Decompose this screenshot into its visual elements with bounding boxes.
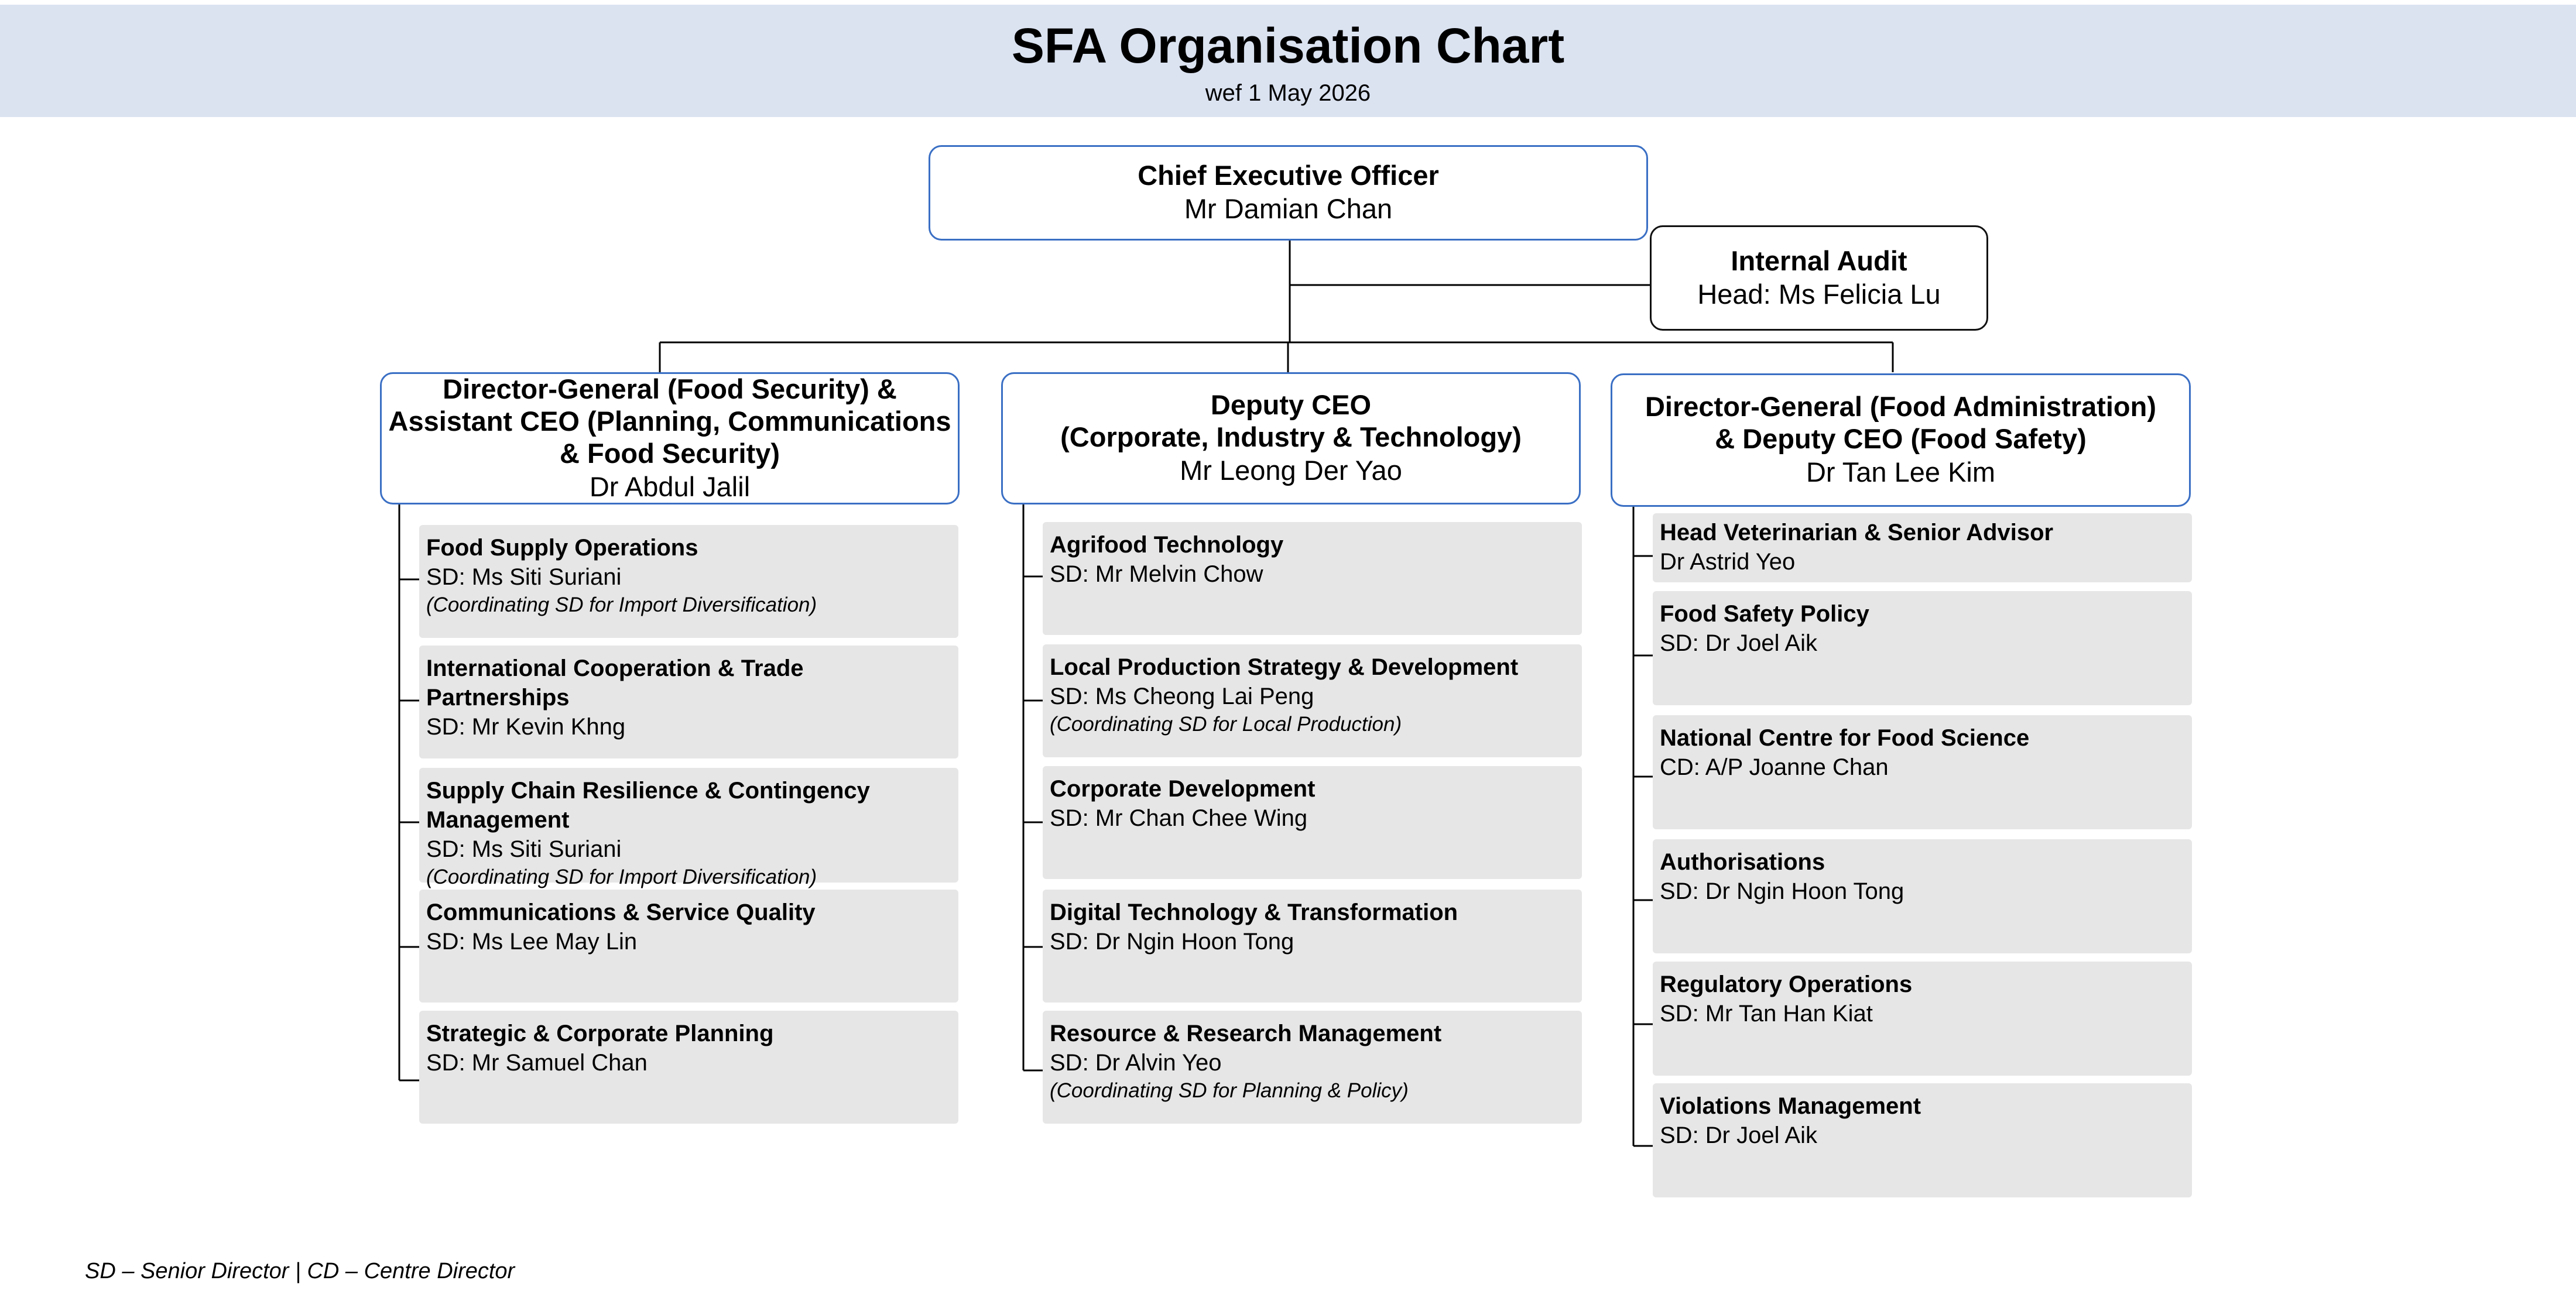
branch-head-name: Dr Tan Lee Kim: [1806, 456, 1996, 488]
unit-box: [1043, 890, 1582, 1003]
unit-head: SD: Dr Ngin Hoon Tong: [1660, 878, 1904, 904]
ceo-box: [929, 145, 1648, 241]
unit-name: Agrifood Technology: [1050, 532, 1284, 558]
branch-head-name: Dr Abdul Jalil: [589, 471, 751, 502]
unit-head: SD: Mr Chan Chee Wing: [1050, 805, 1308, 831]
unit-head: SD: Mr Samuel Chan: [426, 1050, 648, 1076]
unit-head: SD: Ms Cheong Lai Peng: [1050, 684, 1314, 709]
unit-box: [419, 525, 958, 638]
unit-head: SD: Dr Joel Aik: [1660, 630, 1817, 656]
unit-note: (Coordinating SD for Import Diversification): [426, 866, 817, 888]
ceo-role: Chief Executive Officer: [1138, 160, 1439, 191]
unit-head: SD: Dr Joel Aik: [1660, 1123, 1817, 1148]
ceo-name: Mr Damian Chan: [1184, 193, 1393, 224]
page-subtitle: wef 1 May 2026: [1205, 80, 1371, 106]
unit-name: Regulatory Operations: [1660, 972, 1913, 997]
unit-name: Head Veterinarian & Senior Advisor: [1660, 520, 2054, 545]
unit-name: National Centre for Food Science: [1660, 725, 2030, 751]
unit-name: International Cooperation & Trade Partnerships: [426, 655, 804, 710]
unit-name: Corporate Development: [1050, 776, 1316, 802]
unit-box: [1043, 766, 1582, 879]
unit-box: [419, 768, 958, 888]
unit-name: Supply Chain Resilience & Contingency Management: [426, 778, 870, 833]
unit-head: SD: Mr Melvin Chow: [1050, 561, 1263, 587]
unit-box: [419, 646, 958, 758]
unit-head: SD: Ms Lee May Lin: [426, 929, 638, 955]
unit-box: [1653, 839, 2192, 953]
unit-box: [1653, 513, 2192, 582]
unit-box: [1653, 1083, 2192, 1197]
unit-head: SD: Mr Tan Han Kiat: [1660, 1001, 1873, 1027]
unit-name: Local Production Strategy & Development: [1050, 654, 1519, 680]
unit-head: SD: Dr Ngin Hoon Tong: [1050, 929, 1294, 955]
unit-box: [419, 1011, 958, 1124]
page-title: SFA Organisation Chart: [1011, 18, 1565, 73]
internal-audit-role: Internal Audit: [1731, 245, 1907, 276]
unit-note: (Coordinating SD for Planning & Policy): [1050, 1079, 1409, 1102]
unit-head: Dr Astrid Yeo: [1660, 549, 1796, 575]
branch-head-food-administration: [1611, 373, 2191, 507]
unit-name: Authorisations: [1660, 849, 1825, 875]
unit-name: Violations Management: [1660, 1093, 1921, 1119]
unit-name: Food Safety Policy: [1660, 601, 1869, 627]
branch-role: Deputy CEO (Corporate, Industry & Technology): [1060, 389, 1522, 452]
internal-audit-box: [1650, 225, 1988, 331]
unit-name: Resource & Research Management: [1050, 1021, 1442, 1046]
unit-head: SD: Mr Kevin Khng: [426, 714, 626, 740]
branch-head-deputy-ceo: [1001, 372, 1581, 504]
internal-audit-head: Head: Ms Felicia Lu: [1697, 278, 1941, 310]
legend-note: SD – Senior Director | CD – Centre Director: [85, 1259, 515, 1283]
unit-box: [1043, 522, 1582, 635]
unit-head: SD: Dr Alvin Yeo: [1050, 1050, 1222, 1076]
branch-head-food-security: [380, 372, 960, 504]
unit-note: (Coordinating SD for Import Diversification): [426, 593, 817, 616]
unit-box: [1043, 644, 1582, 757]
unit-box: [1043, 1011, 1582, 1124]
unit-name: Communications & Service Quality: [426, 900, 816, 925]
unit-box: [1653, 715, 2192, 829]
unit-name: Food Supply Operations: [426, 535, 698, 561]
unit-box: [1653, 591, 2192, 705]
unit-name: Strategic & Corporate Planning: [426, 1021, 774, 1046]
branch-head-name: Mr Leong Der Yao: [1180, 455, 1402, 486]
branch-role: Director-General (Food Administration) & Deputy CEO (Food Safety): [1645, 391, 2157, 454]
unit-note: (Coordinating SD for Local Production): [1050, 713, 1402, 736]
unit-head: SD: Ms Siti Suriani: [426, 836, 622, 862]
branch-role: Director-General (Food Security) & Assistant CEO (Planning, Communications & Food Security): [388, 373, 951, 469]
unit-head: CD: A/P Joanne Chan: [1660, 754, 1889, 780]
unit-box: [1653, 962, 2192, 1076]
unit-name: Digital Technology & Transformation: [1050, 900, 1458, 925]
unit-box: [419, 890, 958, 1003]
unit-head: SD: Ms Siti Suriani: [426, 564, 622, 590]
